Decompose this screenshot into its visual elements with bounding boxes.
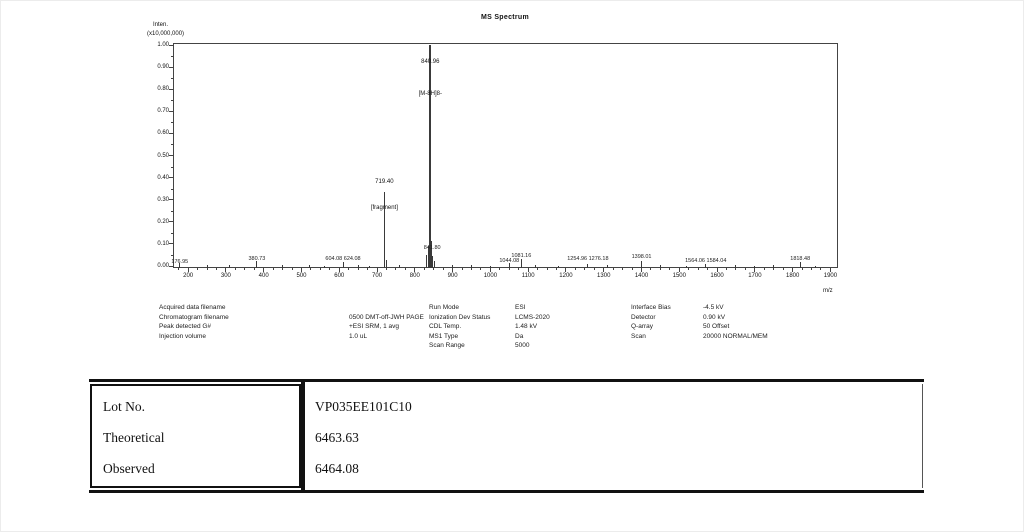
noise-peak bbox=[641, 261, 642, 268]
noise-peak bbox=[471, 265, 472, 268]
x-minor-tick bbox=[688, 268, 689, 270]
y-major-tick bbox=[169, 177, 173, 178]
minor-peak-annotation: 1044.08 bbox=[499, 258, 520, 264]
row-label-lot-no: Lot No. bbox=[103, 399, 145, 414]
noise-peak bbox=[343, 262, 344, 268]
x-minor-tick bbox=[273, 268, 274, 270]
info-value: LCMS-2020 bbox=[515, 313, 550, 321]
x-minor-tick bbox=[329, 268, 330, 270]
y-tick-label: 0.10 bbox=[157, 240, 169, 247]
noise-peak bbox=[490, 266, 491, 268]
x-tick-label: 1500 bbox=[672, 273, 686, 279]
minor-peak-annotation: 1818.48 bbox=[790, 256, 811, 262]
x-minor-tick bbox=[594, 268, 595, 270]
x-minor-tick bbox=[225, 268, 226, 270]
y-minor-tick bbox=[171, 144, 173, 145]
x-minor-tick bbox=[216, 268, 217, 270]
peak-mz-label: 840.96 bbox=[421, 59, 440, 65]
x-minor-tick bbox=[565, 268, 566, 270]
noise-peak bbox=[386, 260, 387, 268]
x-minor-tick bbox=[556, 268, 557, 270]
info-value: 1.48 kV bbox=[515, 323, 538, 330]
minor-peak-annotation: 1081.16 bbox=[511, 253, 532, 259]
y-tick-label: 0.60 bbox=[157, 130, 169, 137]
x-minor-tick bbox=[405, 268, 406, 270]
minor-peak-annotation: 1564.06 1584.04 bbox=[685, 258, 727, 264]
info-value: 20000 NORMAL/MEM bbox=[703, 332, 768, 340]
x-minor-tick bbox=[707, 268, 708, 270]
noise-peak bbox=[773, 265, 774, 268]
x-minor-tick bbox=[773, 268, 774, 270]
x-tick-label: 200 bbox=[183, 273, 194, 279]
x-minor-tick bbox=[235, 268, 236, 270]
x-minor-tick bbox=[424, 268, 425, 270]
x-tick-label: 1100 bbox=[521, 273, 535, 279]
x-minor-tick bbox=[537, 268, 538, 270]
info-label: Detector bbox=[631, 313, 656, 321]
y-tick-label: 0.70 bbox=[157, 108, 169, 115]
x-minor-tick bbox=[698, 268, 699, 270]
info-label: Run Mode bbox=[429, 304, 459, 311]
x-minor-tick bbox=[509, 268, 510, 270]
y-minor-tick bbox=[171, 122, 173, 123]
result-table-divider bbox=[301, 382, 305, 490]
minor-peak-annotation: 1254.96 1276.18 bbox=[567, 256, 609, 262]
x-minor-tick bbox=[490, 268, 491, 270]
y-minor-tick bbox=[171, 78, 173, 79]
x-minor-tick bbox=[717, 268, 718, 270]
intensity-axis-label-line2: (x10,000,000) bbox=[147, 31, 185, 37]
x-minor-tick bbox=[358, 268, 359, 270]
x-minor-tick bbox=[207, 268, 208, 270]
x-minor-tick bbox=[584, 268, 585, 270]
noise-peak bbox=[358, 265, 359, 268]
x-minor-tick bbox=[783, 268, 784, 270]
x-minor-tick bbox=[414, 268, 415, 270]
noise-peak bbox=[256, 261, 257, 268]
x-tick-label: 700 bbox=[372, 273, 383, 279]
y-minor-tick bbox=[171, 56, 173, 57]
minor-peak-annotation: 841.80 bbox=[423, 245, 441, 251]
x-minor-tick bbox=[292, 268, 293, 270]
peak-charge-label: [fragment] bbox=[370, 205, 398, 212]
x-minor-tick bbox=[792, 268, 793, 270]
x-minor-tick bbox=[462, 268, 463, 270]
x-tick-label: 900 bbox=[447, 273, 458, 279]
info-label: Ionization Dev Status bbox=[429, 313, 491, 321]
y-minor-tick bbox=[171, 167, 173, 168]
info-value: Da bbox=[515, 332, 524, 340]
info-label: Q-array bbox=[631, 323, 654, 330]
info-value: 0500 DMT-off-JWH PAGE bbox=[349, 313, 424, 321]
noise-peak bbox=[434, 261, 435, 268]
info-value: ESI bbox=[515, 304, 526, 311]
row-value-lot-no: VP035EE101C10 bbox=[315, 399, 412, 414]
plot-frame bbox=[173, 43, 838, 268]
x-minor-tick bbox=[244, 268, 245, 270]
noise-peak bbox=[800, 262, 801, 268]
x-minor-tick bbox=[310, 268, 311, 270]
noise-peak bbox=[558, 266, 559, 268]
y-tick-label: 0.50 bbox=[157, 152, 169, 159]
info-label: CDL Temp. bbox=[429, 323, 462, 330]
info-label: Interface Bias bbox=[631, 304, 671, 311]
y-minor-tick bbox=[171, 255, 173, 256]
noise-peak bbox=[754, 266, 755, 268]
y-tick-label: 0.20 bbox=[157, 218, 169, 225]
noise-peak bbox=[535, 265, 536, 268]
x-minor-tick bbox=[471, 268, 472, 270]
x-minor-tick bbox=[603, 268, 604, 270]
y-major-tick bbox=[169, 199, 173, 200]
x-tick-label: 1700 bbox=[748, 273, 762, 279]
peak-charge-label: [M-8H]8- bbox=[418, 91, 442, 97]
x-minor-tick bbox=[282, 268, 283, 270]
x-minor-tick bbox=[679, 268, 680, 270]
y-tick-label: 0.80 bbox=[157, 86, 169, 93]
noise-peak bbox=[399, 265, 400, 268]
noise-peak bbox=[705, 264, 706, 268]
labeled-peak bbox=[429, 45, 431, 268]
y-tick-label: 0.00 bbox=[157, 263, 169, 269]
x-tick-label: 1900 bbox=[823, 273, 838, 279]
y-major-tick bbox=[169, 155, 173, 156]
x-minor-tick bbox=[735, 268, 736, 270]
x-minor-tick bbox=[802, 268, 803, 270]
x-minor-tick bbox=[188, 268, 189, 270]
noise-peak bbox=[452, 265, 453, 268]
x-minor-tick bbox=[613, 268, 614, 270]
x-minor-tick bbox=[811, 268, 812, 270]
x-minor-tick bbox=[764, 268, 765, 270]
x-minor-tick bbox=[726, 268, 727, 270]
noise-peak bbox=[324, 266, 325, 268]
x-tick-label: 800 bbox=[409, 273, 420, 279]
info-value: 50 Offset bbox=[703, 323, 730, 330]
y-minor-tick bbox=[171, 233, 173, 234]
x-minor-tick bbox=[301, 268, 302, 270]
info-label: Chromatogram filename bbox=[159, 313, 229, 321]
x-minor-tick bbox=[499, 268, 500, 270]
x-tick-label: 1400 bbox=[634, 273, 649, 279]
noise-peak bbox=[309, 265, 310, 268]
x-tick-label: 1000 bbox=[483, 273, 498, 279]
info-value: 0.90 kV bbox=[703, 313, 726, 321]
acquisition-info-block bbox=[1, 299, 1024, 359]
y-minor-tick bbox=[171, 211, 173, 212]
minor-peak-annotation: 380.73 bbox=[248, 256, 266, 262]
mass-spectrum-chart bbox=[1, 1, 1024, 296]
x-minor-tick bbox=[518, 268, 519, 270]
noise-peak bbox=[815, 266, 816, 268]
x-axis-unit-label: m/z bbox=[823, 288, 833, 294]
labeled-peak bbox=[384, 192, 385, 268]
info-label: Injection volume bbox=[159, 332, 206, 340]
x-minor-tick bbox=[386, 268, 387, 270]
x-minor-tick bbox=[528, 268, 529, 270]
x-minor-tick bbox=[650, 268, 651, 270]
info-label: Scan Range bbox=[429, 342, 465, 349]
chart-title: MS Spectrum bbox=[480, 14, 530, 21]
noise-peak bbox=[521, 259, 522, 268]
info-value: 5000 bbox=[515, 342, 530, 349]
x-tick-label: 1800 bbox=[785, 273, 800, 279]
info-label: Scan bbox=[631, 332, 646, 340]
y-minor-tick bbox=[171, 189, 173, 190]
y-major-tick bbox=[169, 89, 173, 90]
minor-peak-annotation: 604.08 624.08 bbox=[325, 256, 361, 262]
intensity-axis-label-line1: Inten. bbox=[153, 22, 169, 28]
noise-peak bbox=[229, 265, 230, 268]
row-label-observed: Observed bbox=[103, 461, 155, 476]
x-minor-tick bbox=[632, 268, 633, 270]
x-tick-label: 300 bbox=[220, 273, 231, 279]
y-major-tick bbox=[169, 67, 173, 68]
x-minor-tick bbox=[254, 268, 255, 270]
noise-peak bbox=[660, 265, 661, 268]
x-minor-tick bbox=[480, 268, 481, 270]
x-minor-tick bbox=[820, 268, 821, 270]
x-tick-label: 400 bbox=[258, 273, 269, 279]
y-minor-tick bbox=[171, 100, 173, 101]
x-minor-tick bbox=[320, 268, 321, 270]
noise-peak bbox=[735, 265, 736, 268]
y-tick-label: 0.30 bbox=[157, 196, 169, 203]
info-value: 1.0 uL bbox=[349, 332, 368, 340]
row-value-theoretical: 6463.63 bbox=[315, 430, 359, 445]
x-minor-tick bbox=[377, 268, 378, 270]
x-minor-tick bbox=[348, 268, 349, 270]
y-tick-label: 0.40 bbox=[157, 174, 169, 181]
x-minor-tick bbox=[622, 268, 623, 270]
x-tick-label: 1600 bbox=[710, 273, 724, 279]
x-minor-tick bbox=[745, 268, 746, 270]
x-tick-label: 500 bbox=[296, 273, 307, 279]
noise-peak bbox=[369, 266, 370, 268]
y-major-tick bbox=[169, 266, 173, 267]
minor-peak-annotation: 176.95 bbox=[171, 259, 189, 265]
y-major-tick bbox=[169, 133, 173, 134]
x-minor-tick bbox=[395, 268, 396, 270]
x-minor-tick bbox=[263, 268, 264, 270]
x-minor-tick bbox=[830, 268, 831, 270]
noise-peak bbox=[686, 266, 687, 268]
y-major-tick bbox=[169, 221, 173, 222]
noise-peak bbox=[607, 265, 608, 268]
info-value: -4.5 kV bbox=[703, 304, 724, 311]
y-tick-label: 0.90 bbox=[157, 64, 169, 71]
x-minor-tick bbox=[443, 268, 444, 270]
y-major-tick bbox=[169, 111, 173, 112]
info-label: Acquired data filename bbox=[159, 304, 226, 311]
x-minor-tick bbox=[367, 268, 368, 270]
x-minor-tick bbox=[641, 268, 642, 270]
info-label: MS1 Type bbox=[429, 332, 459, 340]
x-minor-tick bbox=[178, 268, 179, 270]
info-label: Peak detected G# bbox=[159, 323, 212, 330]
x-minor-tick bbox=[575, 268, 576, 270]
info-value: +ESI SRM, 1 avg bbox=[349, 323, 400, 330]
row-label-theoretical: Theoretical bbox=[103, 430, 165, 445]
x-minor-tick bbox=[754, 268, 755, 270]
noise-peak bbox=[587, 264, 588, 268]
x-minor-tick bbox=[547, 268, 548, 270]
noise-peak bbox=[207, 265, 208, 268]
x-minor-tick bbox=[452, 268, 453, 270]
y-tick-label: 1.00 bbox=[157, 42, 169, 48]
x-tick-label: 1300 bbox=[597, 273, 611, 279]
x-minor-tick bbox=[660, 268, 661, 270]
y-major-tick bbox=[169, 45, 173, 46]
result-table-right-edge bbox=[922, 384, 923, 488]
minor-peak-annotation: 1398.01 bbox=[631, 254, 652, 260]
x-minor-tick bbox=[669, 268, 670, 270]
x-tick-label: 1200 bbox=[559, 273, 573, 279]
noise-peak bbox=[282, 265, 283, 268]
x-minor-tick bbox=[433, 268, 434, 270]
result-table bbox=[89, 379, 924, 493]
x-minor-tick bbox=[339, 268, 340, 270]
x-minor-tick bbox=[197, 268, 198, 270]
y-major-tick bbox=[169, 243, 173, 244]
peak-mz-label: 719.40 bbox=[375, 179, 394, 186]
x-tick-label: 600 bbox=[334, 273, 345, 279]
row-value-observed: 6464.08 bbox=[315, 461, 359, 476]
